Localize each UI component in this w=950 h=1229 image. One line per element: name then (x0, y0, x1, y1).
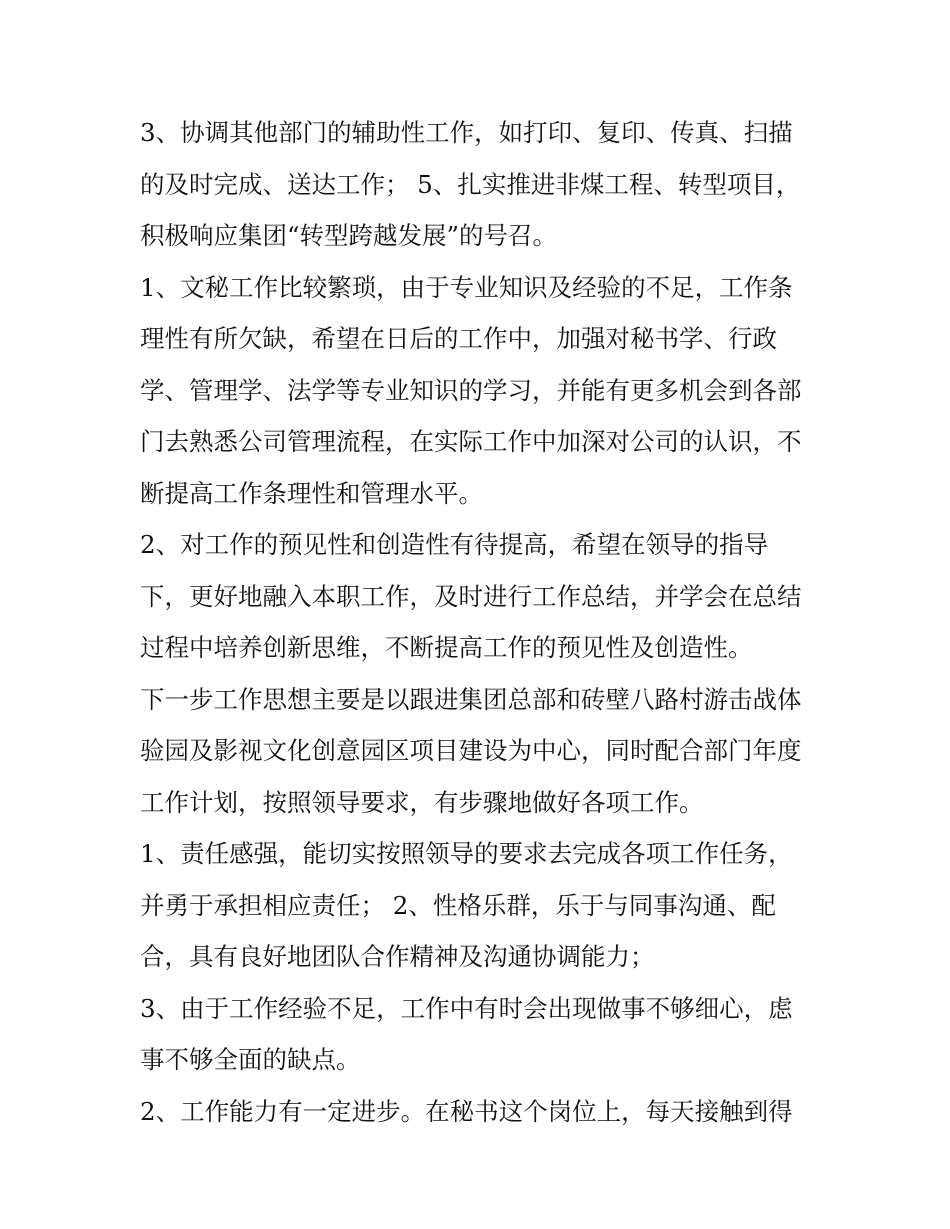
text-line: 事不够全面的缺点。 (140, 1045, 361, 1074)
text-line: 理性有所欠缺，希望在日后的工作中，加强对秘书学、行政 (140, 324, 777, 353)
paragraph-ability-progress (140, 1086, 830, 1138)
text-line: 下，更好地融入本职工作，及时进行工作总结，并学会在总结 (140, 581, 802, 611)
text-line: 下一步工作思想主要是以跟进集团总部和砖壁八路村游击战体 (140, 684, 802, 714)
text-line: 3、协调其他部门的辅助性工作，如打印、复印、传真、扫描 (140, 118, 793, 147)
text-line: 学、管理学、法学等专业知识的学习，并能有更多机会到各部 (140, 375, 802, 405)
text-line: 1、文秘工作比较繁琐，由于专业知识及经验的不足，工作条 (140, 272, 793, 302)
document-body (140, 107, 830, 1137)
text-line: 3、由于工作经验不足，工作中有时会出现做事不够细心，虑 (140, 993, 793, 1023)
paragraph-shortcoming-foresight (140, 519, 830, 674)
text-line: 断提高工作条理性和管理水平。 (140, 478, 483, 508)
text-line: 过程中培养创新思维，不断提高工作的预见性及创造性。 (140, 633, 753, 662)
text-line: 积极响应集团“转型跨越发展”的号召。 (140, 221, 558, 250)
paragraph-next-steps (140, 674, 830, 829)
text-line: 2、对工作的预见性和创造性有待提高，希望在领导的指导 (140, 530, 769, 559)
text-line: 门去熟悉公司管理流程，在实际工作中加深对公司的认识，不 (140, 427, 802, 456)
paragraph-auxiliary-work (140, 107, 830, 262)
text-line: 验园及影视文化创意园区项目建设为中心，同时配合部门年度 (140, 736, 802, 765)
text-line: 合，具有良好地团队合作精神及沟通协调能力； (140, 942, 655, 971)
text-line: 并勇于承担相应责任； 2、性格乐群，乐于与同事沟通、配 (140, 890, 776, 920)
text-line: 2、工作能力有一定进步。在秘书这个岗位上，每天接触到得 (140, 1096, 793, 1126)
text-line: 1、责任感强，能切实按照领导的要求去完成各项工作任务， (140, 839, 793, 868)
paragraph-weakness-experience (140, 983, 830, 1086)
text-line: 的及时完成、送达工作； 5、扎实推进非煤工程、转型项目， (140, 169, 801, 199)
text-line: 工作计划，按照领导要求，有步骤地做好各项工作。 (140, 787, 704, 817)
paragraph-shortcoming-organization (140, 262, 830, 520)
paragraph-strengths (140, 828, 830, 983)
